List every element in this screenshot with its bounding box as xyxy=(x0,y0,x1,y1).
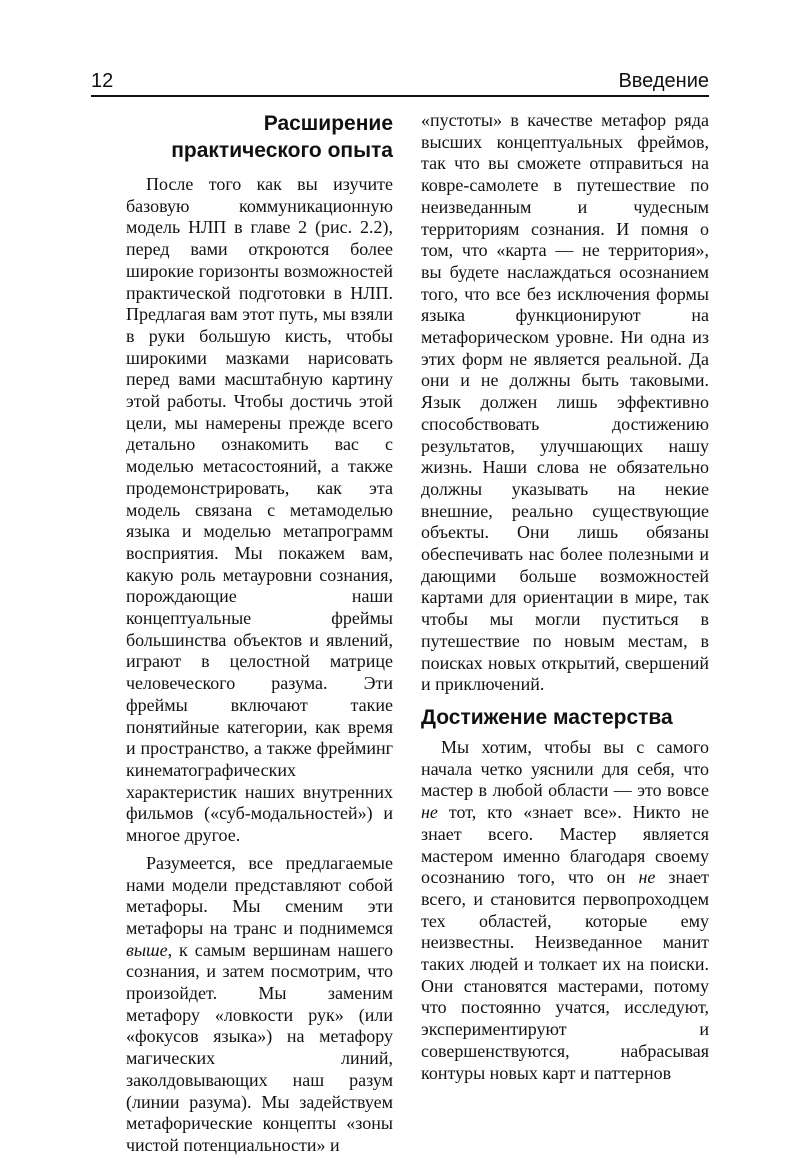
running-section-title: Введение xyxy=(618,70,709,92)
right-column xyxy=(421,110,709,1090)
emphasis: выше xyxy=(126,939,168,960)
section-heading-practical-experience xyxy=(126,110,393,164)
heading-line-2: практического опыта xyxy=(171,139,393,162)
text-run: , к самым вершинам нашего сознания, и затем посмотрим, что произойдет. Мы заменим метафору «ловкости рук» (или «фокусов языка») на метафору магических линий, заколдовывающих наш разум (линии разума). Мы задействуем метафорические концепты «зоны чистой потенциальности» и xyxy=(126,939,393,1155)
paragraph: После того как вы изучите базовую коммуникационную модель НЛП в главе 2 (рис. 2.2), перед вами откроются более широкие горизонты возможностей практической подготовки в НЛП. Предлагая вам этот путь, мы взяли в руки большую кисть, чтобы широкими мазками нарисовать перед вами масштабную картину этой работы. Чтобы достичь этой цели, мы намерены прежде всего детально ознакомить вас с моделью метасостояний, а также продемонстрировать, как эта модель связана с метамоделью языка и моделью метапрограмм восприятия. Мы покажем вам, какую роль метауровни сознания, порождающие наши концептуальные фреймы большинства объектов и явлений, играют в целостной матрице человеческого разума. Эти фреймы включают такие понятийные категории, как время и пространство, а также фрейминг кинематографических характеристик наших внутренних фильмов («суб-модальностей») и многое другое. xyxy=(126,174,393,846)
emphasis: не xyxy=(421,802,438,823)
heading-line-1: Расширение xyxy=(263,112,393,135)
page-number: 12 xyxy=(91,70,114,92)
text-run: тот, кто «знает все». Никто не знает всего. Мастер является мастером именно благодаря своему осознанию того, что он xyxy=(421,802,709,888)
paragraph xyxy=(421,737,709,1084)
emphasis: не xyxy=(638,867,656,888)
text-run: знает всего, и становится первопроходцем тех областей, которые ему неизвестны. Неизведанное манит таких людей и толкает их на поиски. Они становятся мастерами, потому что постоянно учатся, исследуют, экспериментируют и совершенствуются, набрасывая контуры новых карт и паттернов xyxy=(421,867,709,1083)
running-header xyxy=(91,68,709,94)
section-heading-mastery: Достижение мастерства xyxy=(421,705,673,729)
header-rule xyxy=(91,95,709,97)
text-run: Разумеется, все предлагаемые нами модели представляют собой метафоры. Мы сменим эти метафоры на транс и поднимемся xyxy=(126,852,393,938)
paragraph-continued: «пустоты» в качестве метафор ряда высших концептуальных фреймов, так что вы сможете отправиться на ковре-самолете в путешествие по неизведанным и чудесным территориям сознания. И помня о том, что «карта — не территория», вы будете наслаждаться осознанием того, что все без исключения формы языка функционируют на метафорическом уровне. Ни одна из этих форм не является реальной. Да они и не должны быть таковыми. Язык должен лишь эффективно способствовать достижению результатов, улучшающих нашу жизнь. Наши слова не обязательно должны указывать на некие внешние, реально существующие объекты. Они лишь обязаны обеспечивать нас более полезными и дающими больше возможностей картами для ориентации в мире, так чтобы мы могли пуститься в путешествие по новым местам, в поисках новых открытий, свершений и приключений. xyxy=(421,110,709,695)
paragraph xyxy=(126,853,393,1157)
left-column xyxy=(126,110,393,1163)
text-run: Мы хотим, чтобы вы с самого начала четко уяснили для себя, что мастер в любой области — это вовсе xyxy=(421,736,709,801)
